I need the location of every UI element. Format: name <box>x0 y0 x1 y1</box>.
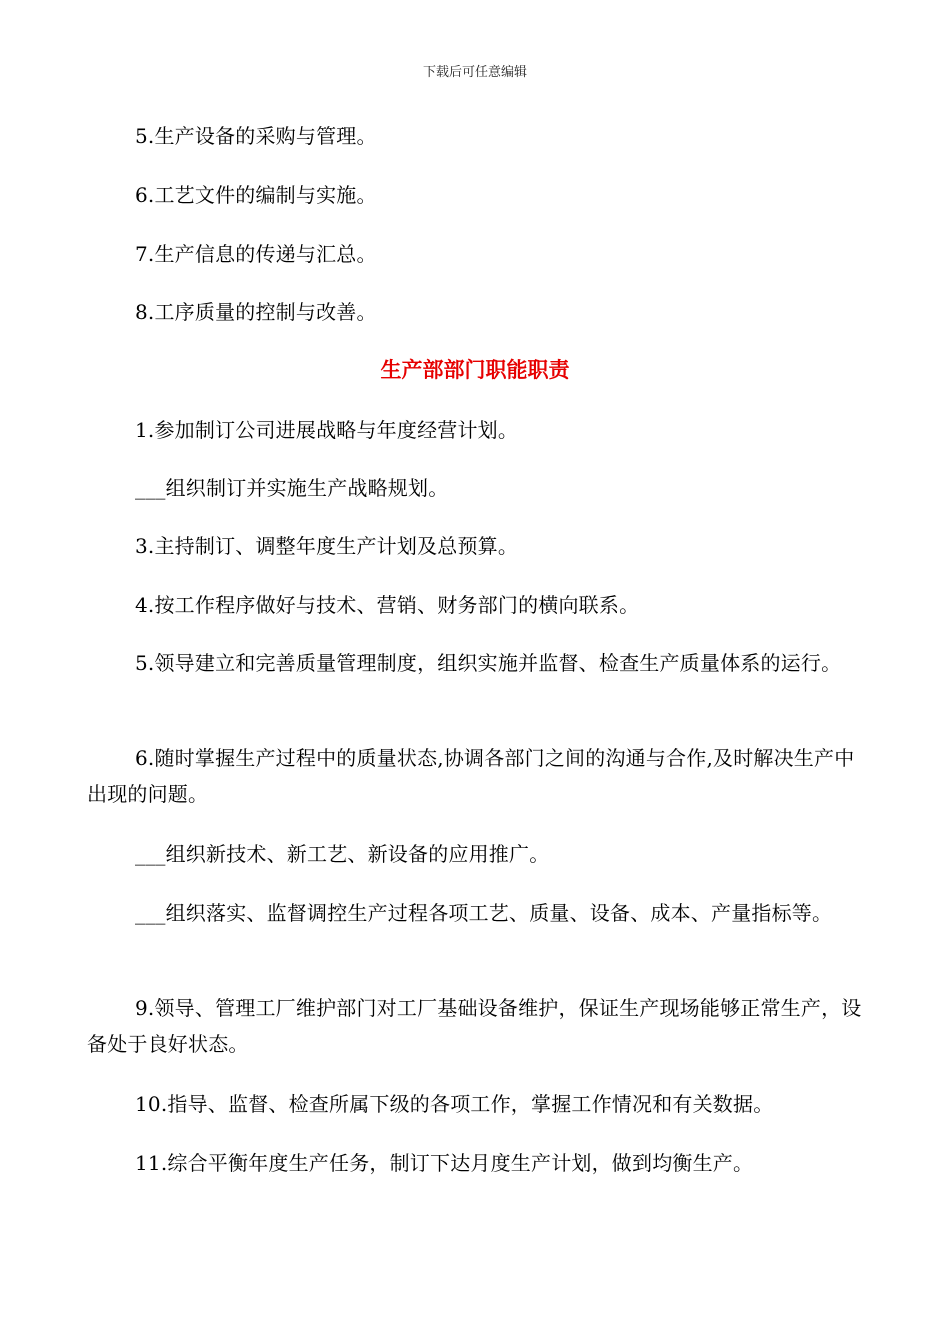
duty-item-1: 1.参加制订公司进展战略与年度经营计划。 <box>135 418 519 442</box>
duty-item-5: 5.领导建立和完善质量管理制度，组织实施并监督、检查生产质量体系的运行。 <box>135 651 842 675</box>
duty-item-7: ___组织新技术、新工艺、新设备的应用推广。 <box>135 842 550 866</box>
duty-item-10: 10.指导、监督、检查所属下级的各项工作，掌握工作情况和有关数据。 <box>135 1092 774 1116</box>
duty-item-8: ___组织落实、监督调控生产过程各项工艺、质量、设备、成本、产量指标等。 <box>135 901 833 925</box>
pre-item-7: 7.生产信息的传递与汇总。 <box>135 242 377 266</box>
section-title: 生产部部门职能职责 <box>380 357 570 382</box>
duty-item-9: 9.领导、管理工厂维护部门对工厂基础设备维护，保证生产现场能够正常生产，设备处于良好状态。 <box>87 996 862 1056</box>
duty-item-11: 11.综合平衡年度生产任务，制订下达月度生产计划，做到均衡生产。 <box>135 1151 754 1175</box>
pre-item-6: 6.工艺文件的编制与实施。 <box>135 183 377 207</box>
duty-item-4: 4.按工作程序做好与技术、营销、财务部门的横向联系。 <box>135 593 640 617</box>
duty-item-6: 6.随时掌握生产过程中的质量状态,协调各部门之间的沟通与合作,及时解决生产中出现的问题。 <box>87 746 855 806</box>
header-note: 下载后可任意编辑 <box>422 65 527 80</box>
pre-item-5: 5.生产设备的采购与管理。 <box>135 124 377 148</box>
duty-item-2: ___组织制订并实施生产战略规划。 <box>135 476 449 500</box>
duty-item-3: 3.主持制订、调整年度生产计划及总预算。 <box>135 534 519 558</box>
pre-item-8: 8.工序质量的控制与改善。 <box>135 300 377 324</box>
